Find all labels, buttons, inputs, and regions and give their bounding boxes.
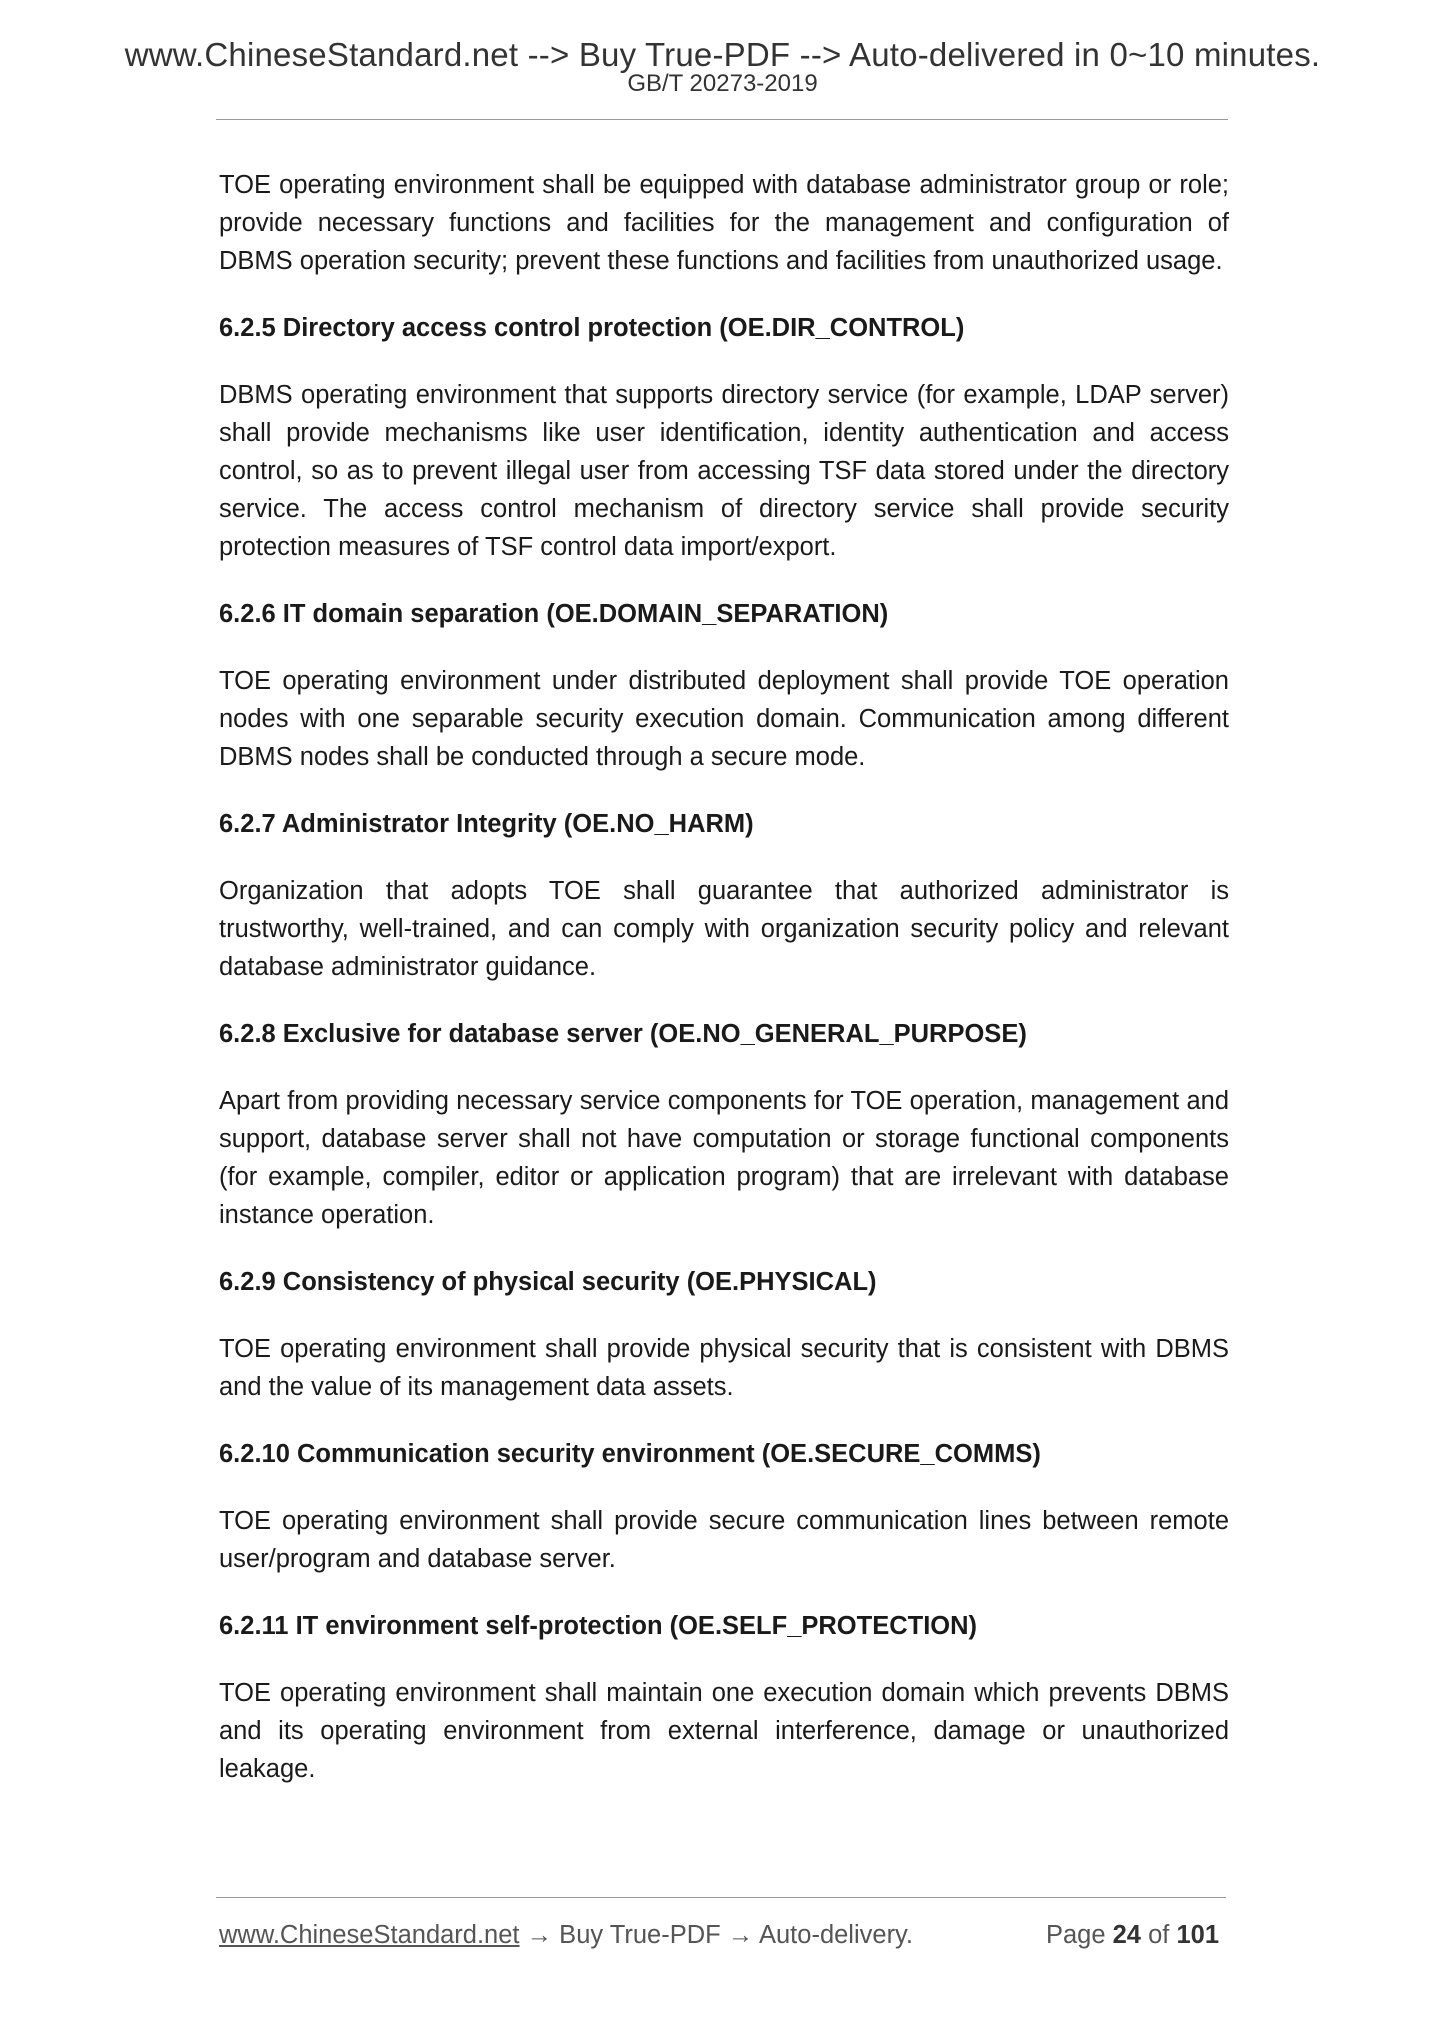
page-total: 101 <box>1176 1921 1219 1949</box>
section-heading-6-2-5: 6.2.5 Directory access control protection (OE.DIR_CONTROL) <box>219 314 965 342</box>
section-heading-6-2-11: 6.2.11 IT environment self-protection (OE.SELF_PROTECTION) <box>219 1612 978 1640</box>
section-heading-6-2-8: 6.2.8 Exclusive for database server (OE.NO_GENERAL_PURPOSE) <box>219 1020 1027 1048</box>
header-divider <box>216 119 1228 120</box>
page-of-label: of <box>1148 1921 1170 1949</box>
section-heading-6-2-6: 6.2.6 IT domain separation (OE.DOMAIN_SEPARATION) <box>219 600 889 628</box>
page-label: Page <box>1045 1921 1106 1949</box>
section-heading-6-2-7: 6.2.7 Administrator Integrity (OE.NO_HARM) <box>219 810 754 838</box>
section-text-6-2-9: TOE operating environment shall provide physical security that is consistent with DBMS and the value of its management data assets. <box>219 1335 1229 1401</box>
site-banner: www.ChineseStandard.net --> Buy True-PDF --> Auto-delivered in 0~10 minutes. <box>124 36 1321 73</box>
section-text-6-2-8: Apart from providing necessary service components for TOE operation, management and support, database server shall not have computation or storage functional components (for example, compiler, editor or application program) that are irrelevant with database instance operation. <box>219 1087 1229 1229</box>
footer-links <box>219 1917 913 1953</box>
section-text-6-2-11: TOE operating environment shall maintain one execution domain which prevents DBMS and its operating environment from external interference, damage or unauthorized leakage. <box>219 1679 1229 1783</box>
standard-code: GB/T 20273-2019 <box>627 70 818 97</box>
page-current: 24 <box>1112 1921 1141 1949</box>
section-text-6-2-5: DBMS operating environment that supports directory service (for example, LDAP server) shall provide mechanisms like user identification, identity authentication and access control, so as to prevent illegal user from accessing TSF data stored under the directory service. The access control mechanism of directory service shall provide security protection measures of TSF control data import/export. <box>219 381 1229 561</box>
page-indicator <box>1046 1917 1219 1953</box>
footer-tail-text: → Buy True-PDF → Auto-delivery. <box>519 1921 913 1949</box>
section-text-6-2-6: TOE operating environment under distributed deployment shall provide TOE operation nodes with one separable security execution domain. Communication among different DBMS nodes shall be conducted through a secure mode. <box>219 667 1229 771</box>
footer-divider <box>216 1897 1226 1898</box>
intro-paragraph: TOE operating environment shall be equipped with database administrator group or role; provide necessary functions and facilities for the management and configuration of DBMS operation security; prevent these functions and facilities from unauthorized usage. <box>219 171 1229 275</box>
footer-site-link[interactable]: www.ChineseStandard.net <box>219 1921 520 1949</box>
section-heading-6-2-10: 6.2.10 Communication security environment (OE.SECURE_COMMS) <box>219 1440 1041 1468</box>
section-text-6-2-10: TOE operating environment shall provide secure communication lines between remote user/program and database server. <box>219 1507 1229 1573</box>
section-heading-6-2-9: 6.2.9 Consistency of physical security (OE.PHYSICAL) <box>219 1268 877 1296</box>
section-text-6-2-7: Organization that adopts TOE shall guarantee that authorized administrator is trustworthy, well-trained, and can comply with organization security policy and relevant database administrator guidance. <box>219 877 1229 981</box>
document-body <box>219 166 1229 1788</box>
